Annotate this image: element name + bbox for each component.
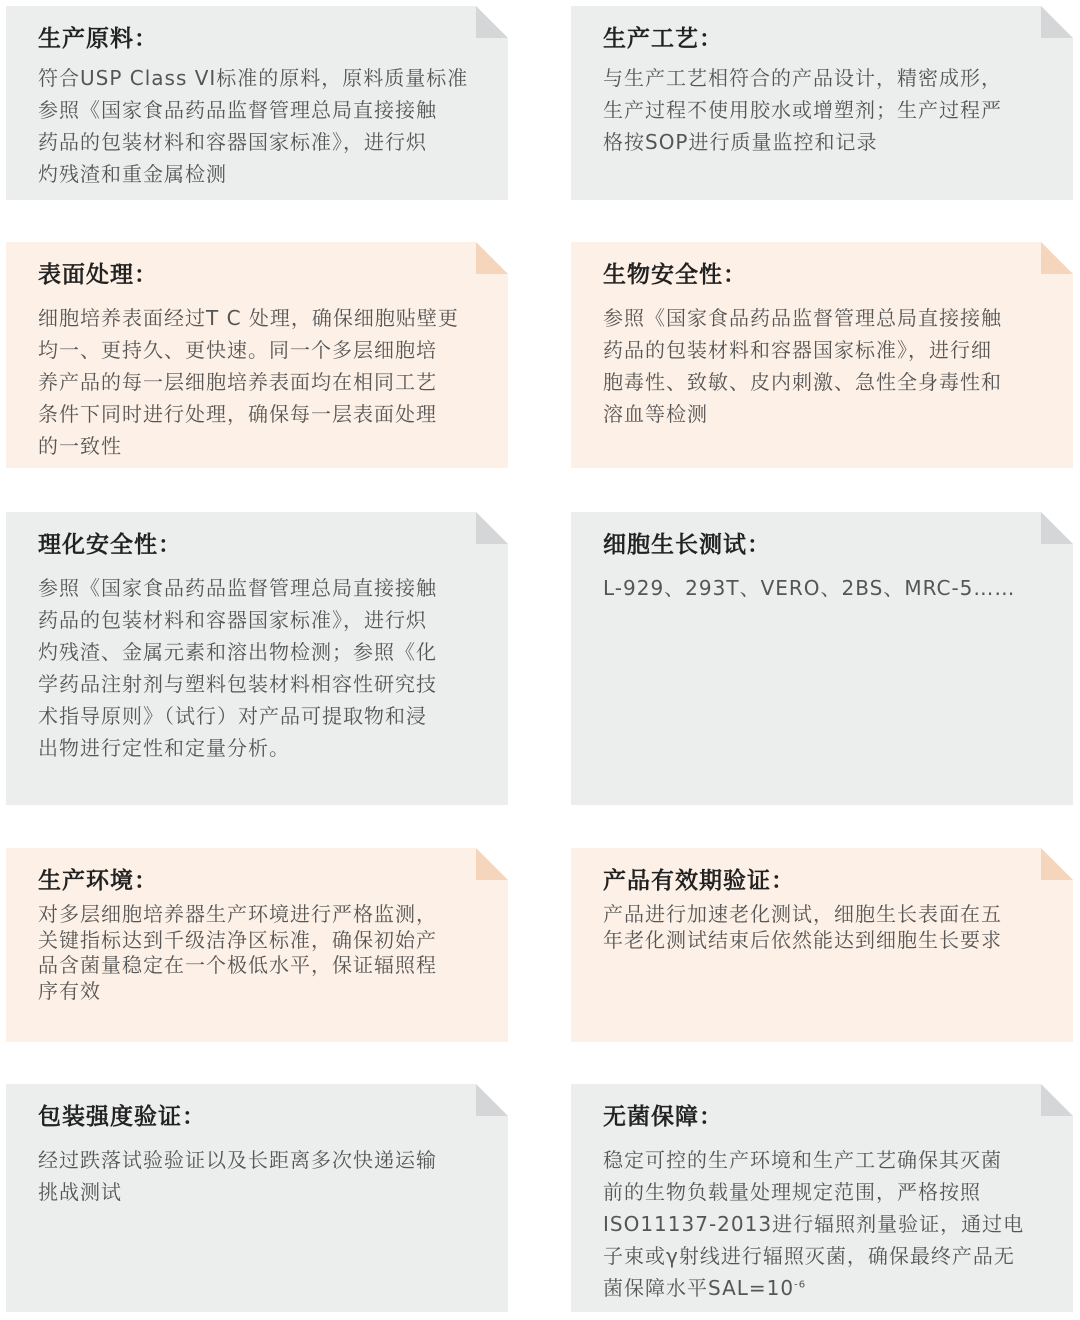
folded-corner xyxy=(476,1084,508,1116)
card-raw-materials xyxy=(6,6,508,200)
card-body: 参照《国家食品药品监督管理总局直接接触 药品的包装材料和容器国家标准》，进行炽 灼残渣、金属元素和溶出物检测；参照《化 学药品注射剂与塑料包装材料相容性研究技 术指导原则》（试行）对产品可提取物和浸 出物进行定性和定量分析。 xyxy=(38,576,437,760)
folded-corner xyxy=(1041,6,1073,38)
card-body: 经过跌落试验验证以及长距离多次快递运输 挑战测试 xyxy=(38,1148,437,1204)
card-packaging-strength-validation xyxy=(6,1084,508,1312)
card-title: 细胞生长测试： xyxy=(603,532,771,558)
folded-corner xyxy=(476,6,508,38)
card-title: 生产环境： xyxy=(38,868,158,894)
card-title: 无菌保障： xyxy=(603,1104,723,1130)
folded-corner xyxy=(1041,848,1073,880)
folded-corner xyxy=(476,242,508,274)
card-body: 参照《国家食品药品监督管理总局直接接触 药品的包装材料和容器国家标准》，进行细 胞毒性、致敏、皮内刺激、急性全身毒性和 溶血等检测 xyxy=(603,306,1002,426)
card-body: 细胞培养表面经过T C 处理，确保细胞贴壁更 均一、更持久、更快速。同一个多层细胞培 养产品的每一层细胞培养表面均在相同工艺 条件下同时进行处理，确保每一层表面处理 的一致性 xyxy=(38,306,459,458)
card-sterility-assurance xyxy=(571,1084,1073,1312)
card-shelf-life-validation xyxy=(571,848,1073,1042)
card-title: 产品有效期验证： xyxy=(603,868,795,894)
card-body xyxy=(603,1144,1043,1304)
card-production-process xyxy=(571,6,1073,200)
card-cell-growth-test xyxy=(571,512,1073,805)
card-body: 符合USP Class VI标准的原料，原料质量标准 参照《国家食品药品监督管理总局直接接触 药品的包装材料和容器国家标准》，进行炽 灼残渣和重金属检测 xyxy=(38,66,469,186)
card-physicochemical-safety xyxy=(6,512,508,805)
card-title: 理化安全性： xyxy=(38,532,182,558)
folded-corner xyxy=(1041,1084,1073,1116)
card-biological-safety xyxy=(571,242,1073,468)
folded-corner xyxy=(1041,512,1073,544)
folded-corner xyxy=(1041,242,1073,274)
card-title: 生产工艺： xyxy=(603,26,723,52)
card-body: 对多层细胞培养器生产环境进行严格监测， 关键指标达到千级洁净区标准，确保初始产 品含菌量稳定在一个极低水平，保证辐照程 序有效 xyxy=(38,902,437,1003)
sal-exponent: -6 xyxy=(794,1279,807,1291)
card-title: 包装强度验证： xyxy=(38,1104,206,1130)
card-title: 生产原料： xyxy=(38,26,158,52)
folded-corner xyxy=(476,848,508,880)
card-surface-treatment xyxy=(6,242,508,468)
card-body-text: 稳定可控的生产环境和生产工艺确保其灭菌 前的生物负载量处理规定范围，严格按照 ISO11137-2013进行辐照剂量验证，通过电 子束或γ射线进行辐照灭菌，确保最终产品无 菌保障水平SAL=10 xyxy=(603,1148,1025,1300)
card-production-environment xyxy=(6,848,508,1042)
card-body: 与生产工艺相符合的产品设计，精密成形， 生产过程不使用胶水或增塑剂；生产过程严 格按SOP进行质量监控和记录 xyxy=(603,66,1002,154)
card-title: 表面处理： xyxy=(38,262,158,288)
card-body: 产品进行加速老化测试，细胞生长表面在五 年老化测试结束后依然能达到细胞生长要求 xyxy=(603,902,1002,952)
card-title: 生物安全性： xyxy=(603,262,747,288)
folded-corner xyxy=(476,512,508,544)
card-body: L-929、293T、VERO、2BS、MRC-5…… xyxy=(603,576,1016,600)
